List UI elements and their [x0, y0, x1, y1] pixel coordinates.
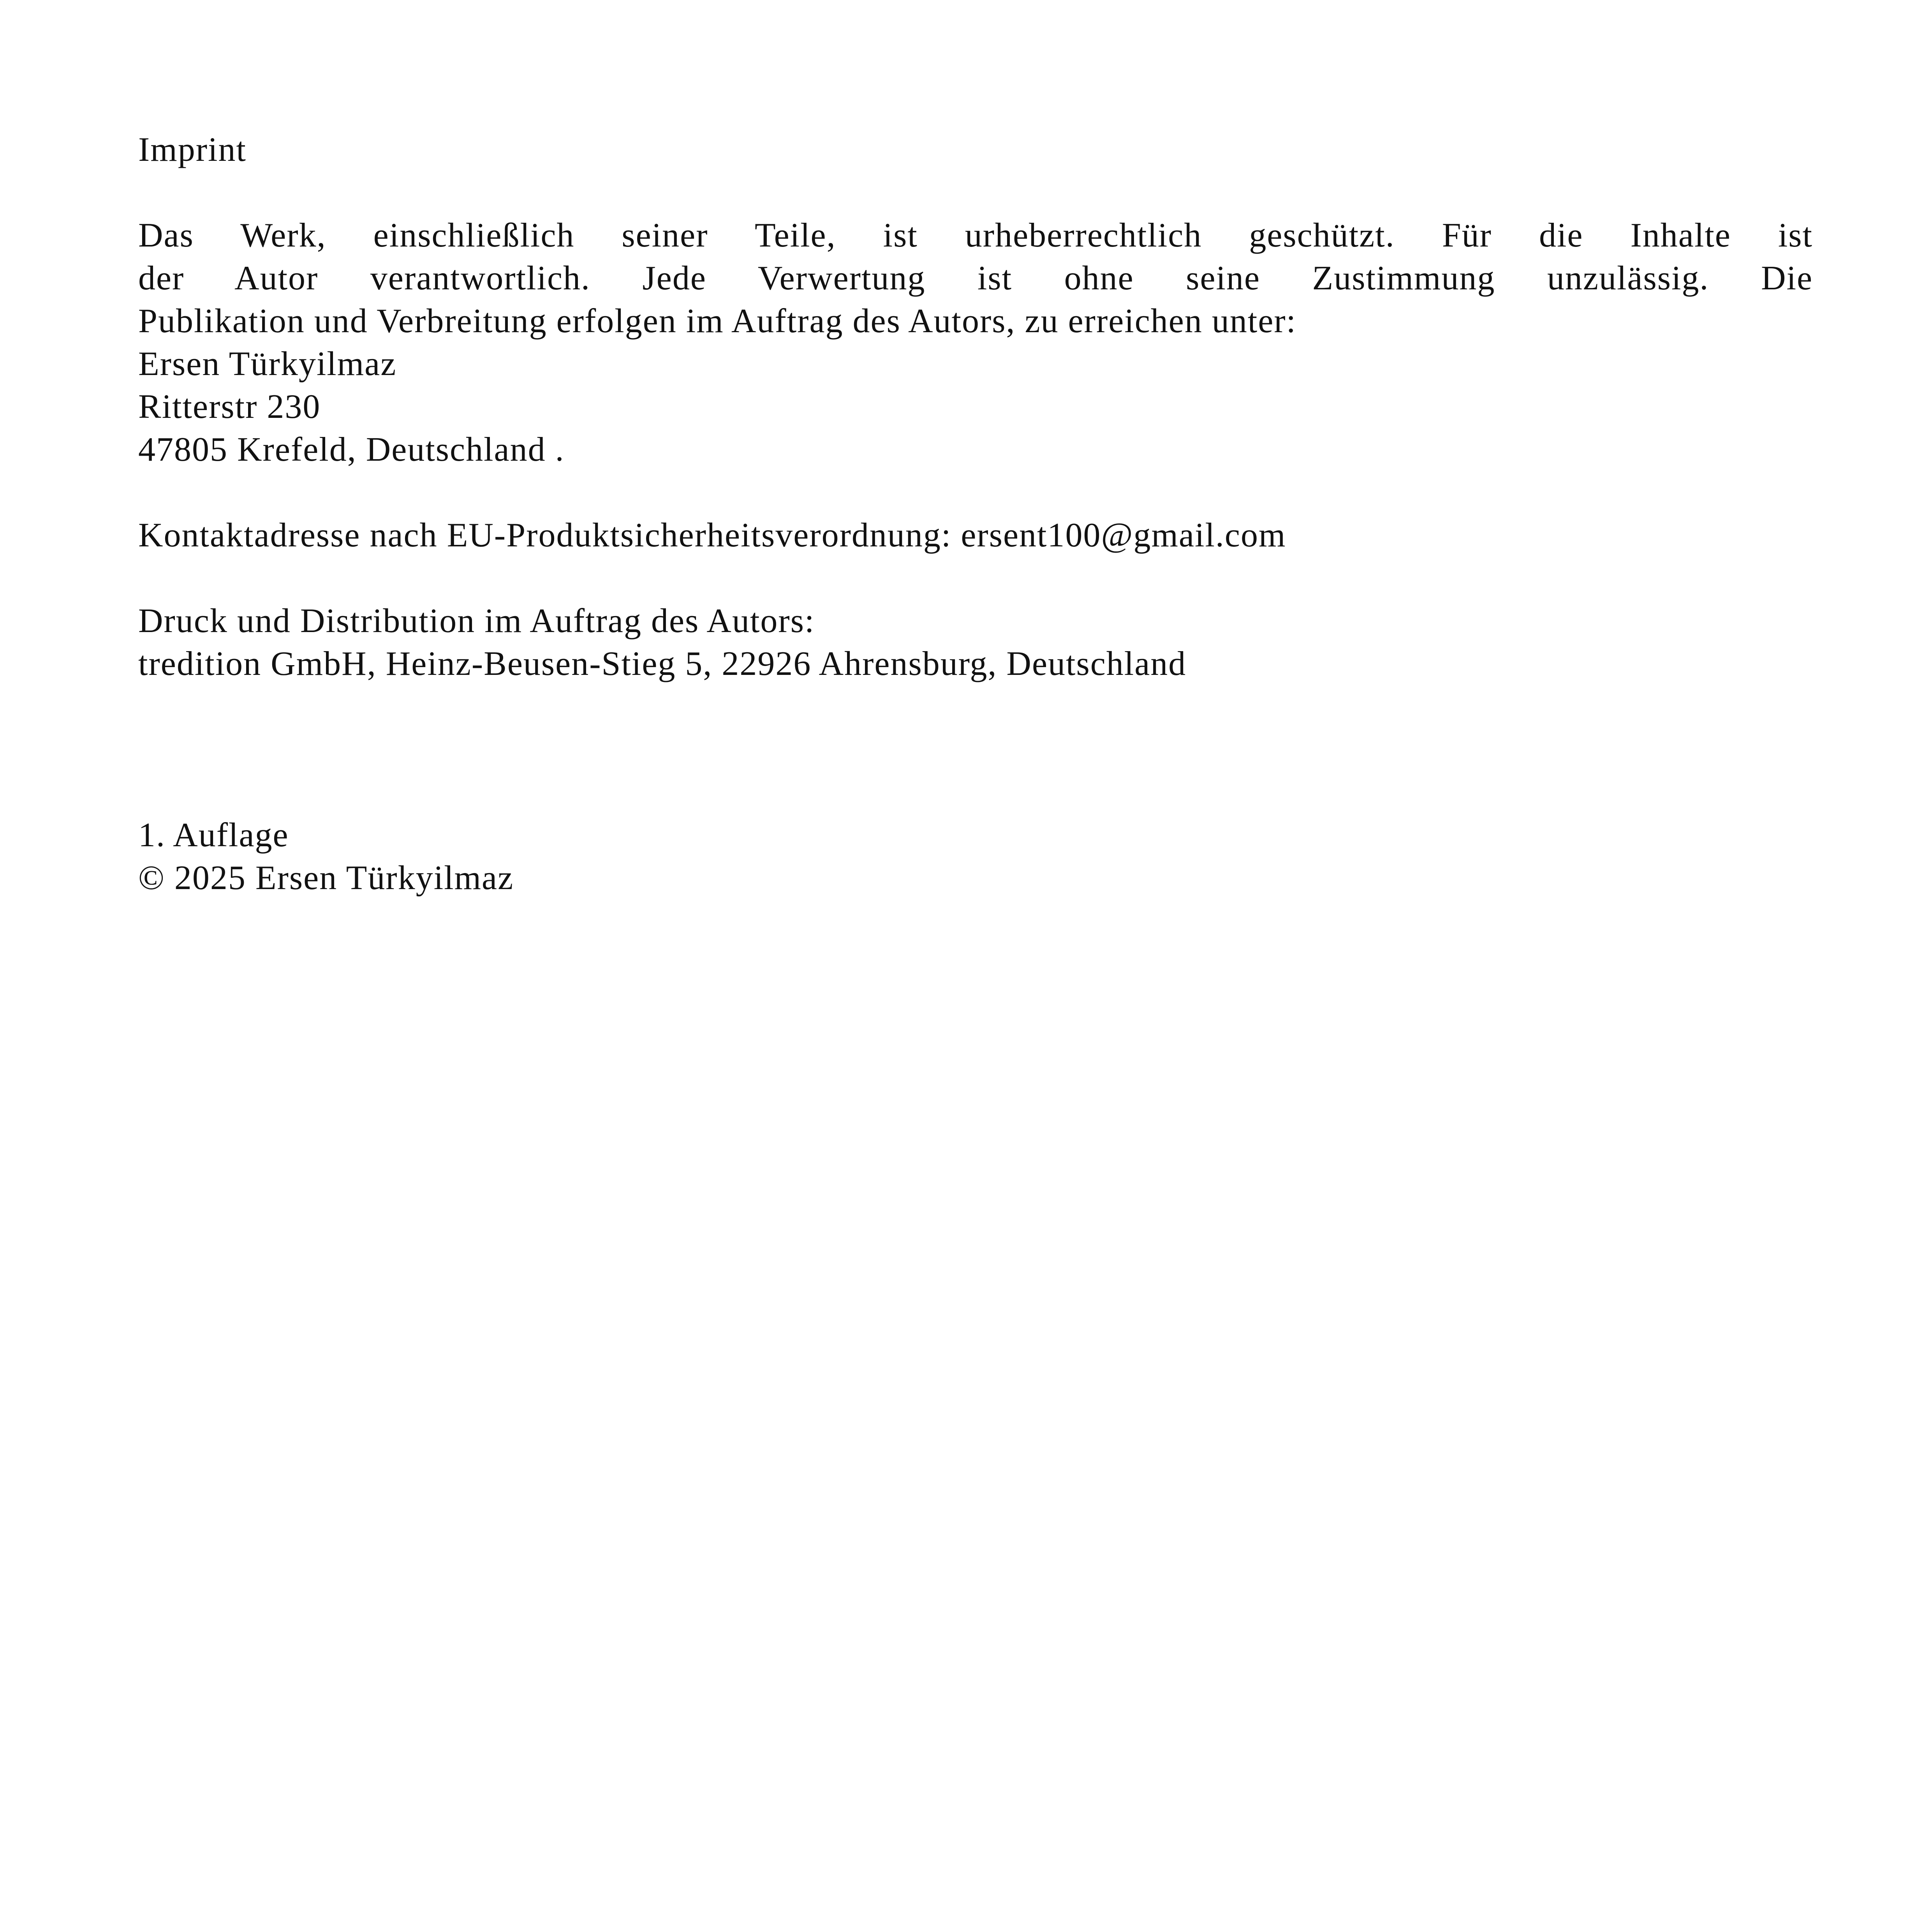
copyright-line: © 2025 Ersen Türkyilmaz	[138, 859, 514, 897]
spacer	[138, 171, 1860, 214]
edition-line	[138, 814, 1860, 857]
distribution-line-1: Druck und Distribution im Auftrag des Autors:	[138, 602, 815, 640]
author-address	[138, 343, 1860, 471]
contact-label: Kontaktadresse nach EU-Produktsicherheitsverordnung:	[138, 516, 952, 554]
author-street: Ritterstr 230	[138, 388, 321, 426]
copyright-notice-line-2: der Autor verantwortlich. Jede Verwertung ist ohne seine Zustimmung unzulässig. Die	[138, 259, 1813, 297]
edition-number: 1.	[138, 816, 166, 854]
spacer	[138, 685, 1860, 814]
contact-line	[138, 514, 1860, 557]
author-name: Ersen Türkyilmaz	[138, 345, 397, 383]
distribution-info	[138, 600, 1860, 685]
edition-label: Auflage	[173, 816, 289, 854]
spacer	[138, 471, 1860, 514]
contact-email: ersent100@gmail.com	[961, 516, 1286, 554]
copyright-notice	[138, 214, 1860, 343]
spacer	[138, 557, 1860, 600]
distribution-line-2: tredition GmbH, Heinz-Beusen-Stieg 5, 22926 Ahrensburg, Deutschland	[138, 645, 1187, 683]
imprint-text-block	[138, 129, 1860, 900]
imprint-heading: Imprint	[138, 131, 247, 169]
author-city: 47805 Krefeld, Deutschland .	[138, 431, 565, 468]
copyright-notice-line-3: Publikation und Verbreitung erfolgen im Auftrag des Autors, zu erreichen unter:	[138, 302, 1297, 340]
copyright-notice-line-1: Das Werk, einschließlich seiner Teile, ist urheberrechtlich geschützt. Für die Inhalte ist	[138, 217, 1813, 254]
